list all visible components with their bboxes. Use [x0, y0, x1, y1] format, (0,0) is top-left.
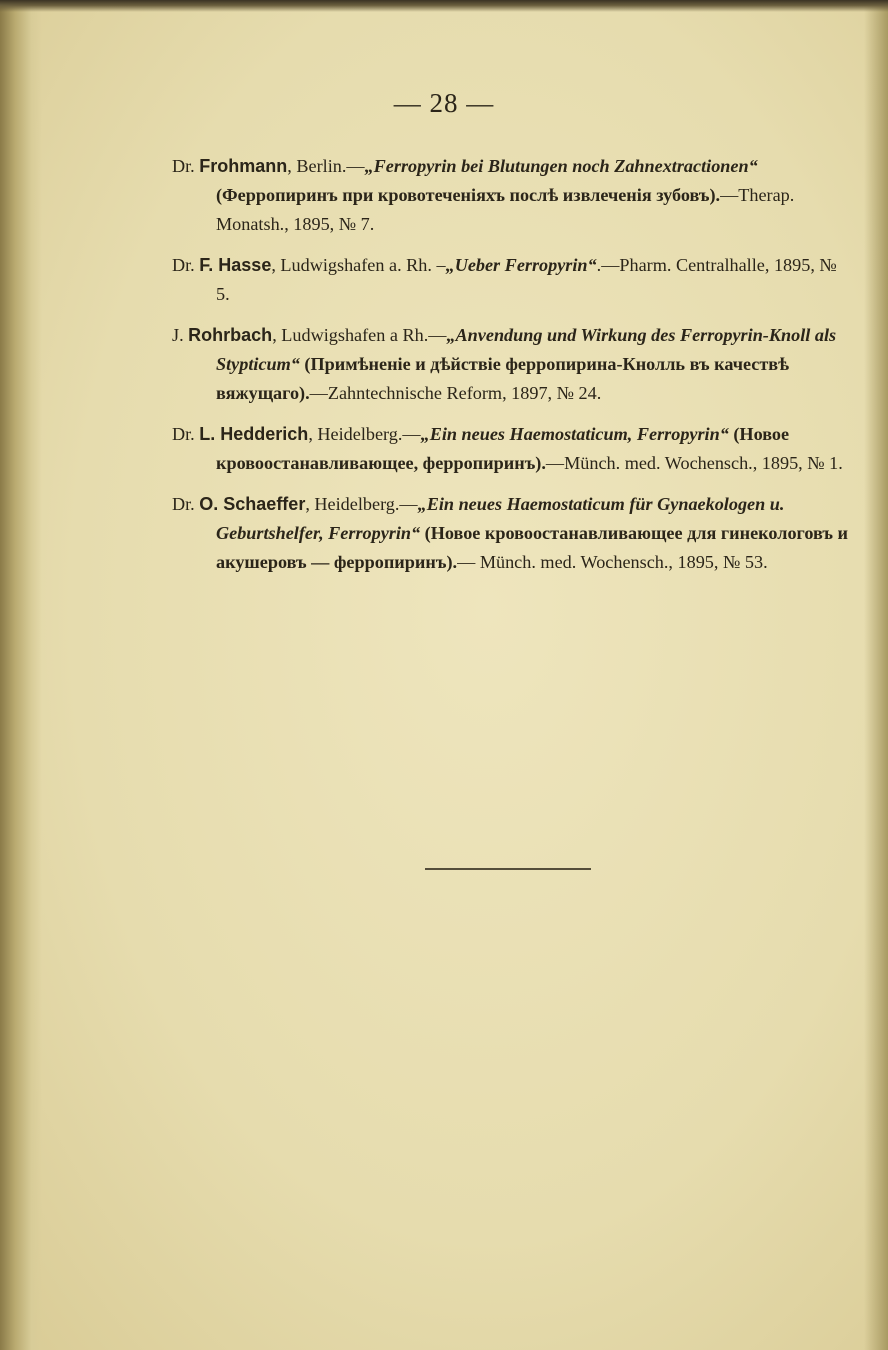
entry-prefix: Dr. [172, 255, 200, 275]
page-top-edge [0, 0, 888, 12]
author-name: F. Hasse [199, 255, 272, 275]
author-name: O. Schaeffer [199, 494, 306, 514]
author-name: L. Hedderich [199, 424, 309, 444]
entry-prefix: Dr. [172, 424, 200, 444]
page-edge-shadow [864, 0, 888, 1350]
author-place: , Ludwigshafen a Rh.— [272, 325, 447, 345]
author-place: , Berlin.— [287, 156, 365, 176]
bibliography-entry [172, 420, 852, 478]
end-divider-rule [425, 868, 591, 870]
article-title: „Ferropyrin bei Blutungen noch Zahnextractionen“ [364, 156, 758, 176]
article-title: „Ein neues Haemostaticum für Gynaekologen u. Geburtshelfer, Ferropyrin“ [216, 494, 785, 543]
entry-prefix: Dr. [172, 156, 200, 176]
author-place: , Ludwigshafen a. Rh. – [271, 255, 446, 275]
book-binding-shadow [0, 0, 42, 1350]
title-translation: (Примѣненіе и дѣйствіе ферропирина-Кнолль въ качествѣ вяжущаго). [216, 354, 789, 403]
title-translation: (Ферропиринъ при кровотеченіяхъ послѣ извлеченія зубовъ). [216, 185, 721, 205]
entry-prefix: Dr. [172, 494, 200, 514]
author-name: Rohrbach [188, 325, 273, 345]
bibliography-entry [172, 251, 852, 309]
article-title: „Ueber Ferropyrin“ [445, 255, 597, 275]
bibliography-entry [172, 152, 852, 239]
bibliography-list [172, 152, 852, 589]
author-name: Frohmann [199, 156, 288, 176]
publication-source: — Münch. med. Wochensch., 1895, № 53. [457, 552, 768, 572]
entry-prefix: J. [172, 325, 189, 345]
bibliography-entry [172, 490, 852, 577]
article-title: „Anvendung und Wirkung des Ferropyrin-Knoll als Stypticum“ [216, 325, 837, 374]
title-translation: (Новое кровоостанавливающее для гинекологовъ и акушеровъ — ферропиринъ). [216, 523, 848, 572]
bibliography-entry [172, 321, 852, 408]
publication-source: —Therap. Monatsh., 1895, № 7. [216, 185, 795, 234]
page-number: — 28 — [393, 88, 495, 118]
publication-source: .—Pharm. Centralhalle, 1895, № 5. [216, 255, 837, 304]
article-title: „Ein neues Haemostaticum, Ferropyrin“ [420, 424, 729, 444]
author-place: , Heidelberg.— [305, 494, 418, 514]
title-translation: (Новое кровоостанавливающее, ферропиринъ). [216, 424, 790, 473]
author-place: , Heidelberg.— [308, 424, 421, 444]
publication-source: —Münch. med. Wochensch., 1895, № 1. [545, 453, 843, 473]
publication-source: —Zahntechnische Reform, 1897, № 24. [309, 383, 602, 403]
